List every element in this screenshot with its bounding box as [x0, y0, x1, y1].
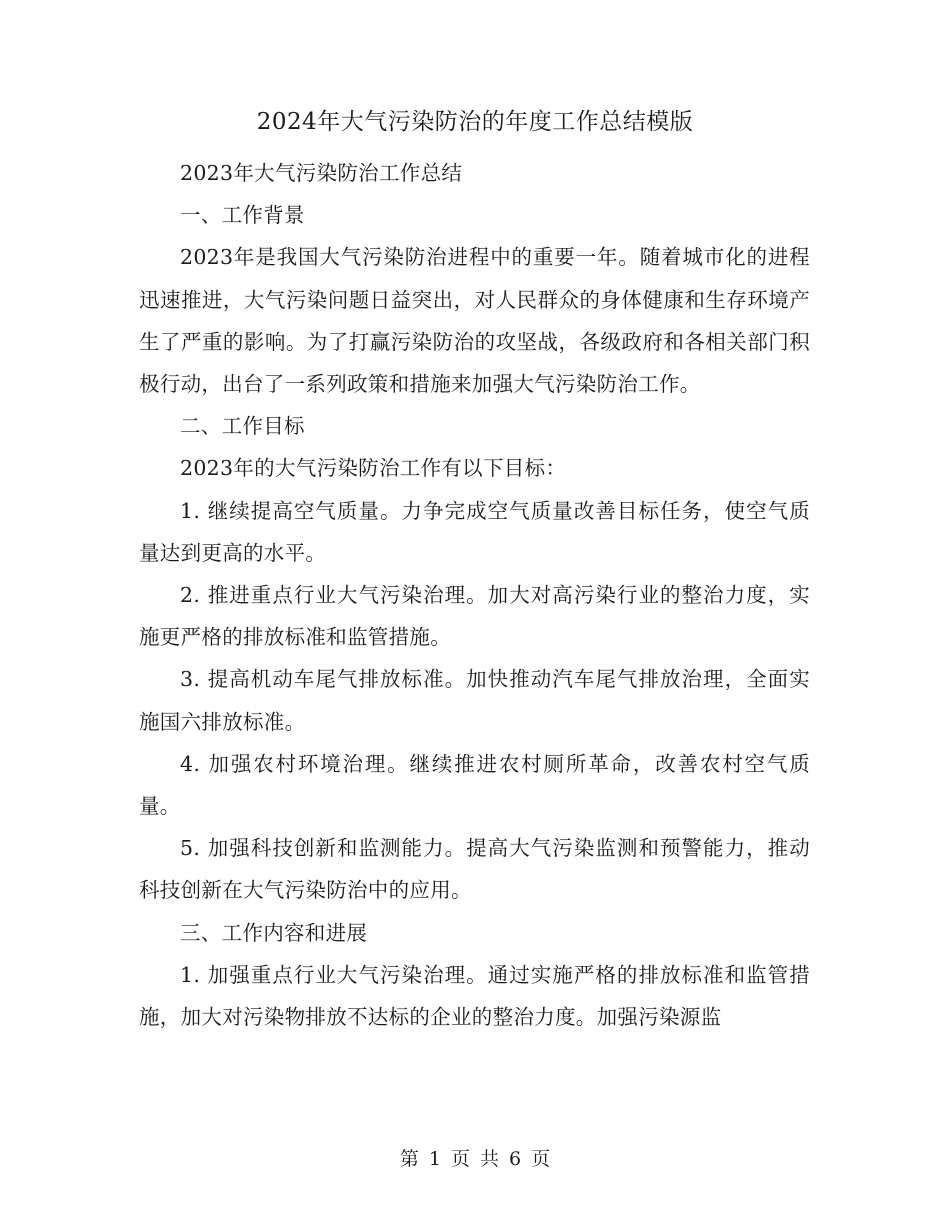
paragraph-goals-intro: 2023年的大气污染防治工作有以下目标： [180, 456, 567, 481]
paragraph-background: 2023年是我国大气污染防治进程中的重要一年。随着城市化的进程迅速推进，大气污染问题日益突出，对人民群众的身体健康和生存环境产生了严重的影响。为了打赢污染防治的攻坚战，各级政府和各相关部门积极行动，出台了一系列政策和措施来加强大气污染防治工作。 [139, 245, 810, 397]
list-item-goal-5: 5. 加强科技创新和监测能力。提高大气污染监测和预警能力，推动科技创新在大气污染防治中的应用。 [139, 836, 810, 903]
list-item-goal-2: 2. 推进重点行业大气污染治理。加大对高污染行业的整治力度，实施更严格的排放标准和监管措施。 [139, 583, 810, 650]
document-body [139, 152, 810, 1038]
list-item-progress-1: 1. 加强重点行业大气污染治理。通过实施严格的排放标准和监管措施，加大对污染物排放不达标的企业的整治力度。加强污染源监 [139, 962, 810, 1030]
list-item-goal-4: 4. 加强农村环境治理。继续推进农村厕所革命，改善农村空气质量。 [139, 751, 810, 819]
page-indicator: 第 1 页 共 6 页 [399, 1148, 551, 1170]
section-heading-background: 一、工作背景 [180, 203, 305, 228]
section-heading-goals: 二、工作目标 [180, 414, 305, 439]
list-item-goal-1: 1. 继续提高空气质量。力争完成空气质量改善目标任务，使空气质量达到更高的水平。 [139, 498, 810, 565]
section-heading-progress: 三、工作内容和进展 [180, 920, 368, 945]
document-title: 2024年大气污染防治的年度工作总结模版 [256, 109, 694, 135]
list-item-goal-3: 3. 提高机动车尾气排放标准。加快推动汽车尾气排放治理，全面实施国六排放标准。 [139, 667, 810, 734]
paragraph-subtitle: 2023年大气污染防治工作总结 [180, 161, 463, 185]
